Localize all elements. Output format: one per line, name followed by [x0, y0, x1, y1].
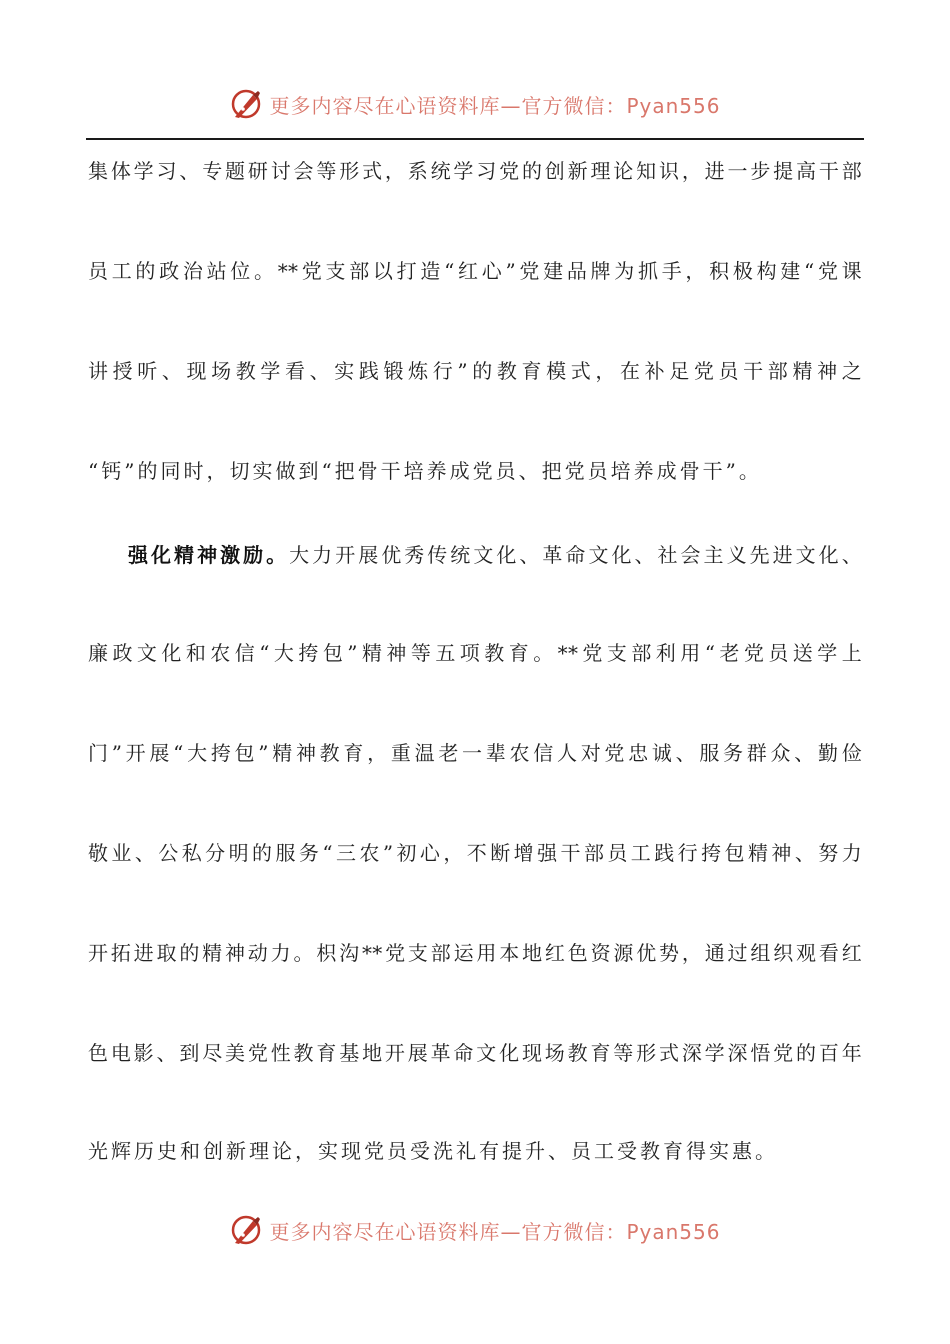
footer-banner: [0, 1210, 950, 1250]
paragraph-line: 色电影、到尽美党性教育基地开展革命文化现场教育等形式深学深悟党的百年: [88, 1041, 862, 1065]
section-lead-heading: 强化精神激励。: [128, 543, 290, 567]
paragraph-line: “钙”的同时，切实做到“把骨干培养成党员、把党员培养成骨干”。: [88, 459, 762, 483]
paragraph-line: 廉政文化和农信“大挎包”精神等五项教育。**党支部利用“老党员送学上: [88, 641, 862, 665]
footer-banner-text: 更多内容尽在心语资料库—官方微信：Pyan556: [269, 1219, 721, 1244]
paragraph-line-rest: 大力开展优秀传统文化、革命文化、社会主义先进文化、: [289, 543, 862, 567]
paragraph-line: 讲授听、现场教学看、实践锻炼行”的教育模式，在补足党员干部精神之: [88, 359, 862, 383]
paragraph-line: 集体学习、专题研讨会等形式，系统学习党的创新理论知识，进一步提高干部: [88, 159, 862, 183]
pen-nib-logo-icon: [229, 1213, 263, 1247]
paragraph-first-line: [128, 538, 862, 572]
paragraph-line: 光辉历史和创新理论，实现党员受洗礼有提升、员工受教育得实惠。: [88, 1139, 778, 1163]
paragraph-line: 员工的政治站位。**党支部以打造“红心”党建品牌为抓手，积极构建“党课: [88, 259, 862, 283]
header-banner-text: 更多内容尽在心语资料库—官方微信：Pyan556: [269, 93, 721, 118]
paragraph-line: 门”开展“大挎包”精神教育，重温老一辈农信人对党忠诚、服务群众、勤俭: [88, 741, 862, 765]
paragraph-line: 开拓进取的精神动力。枳沟**党支部运用本地红色资源优势，通过组织观看红: [88, 941, 862, 965]
paragraph-line: 敬业、公私分明的服务“三农”初心，不断增强干部员工践行挎包精神、努力: [88, 841, 862, 865]
